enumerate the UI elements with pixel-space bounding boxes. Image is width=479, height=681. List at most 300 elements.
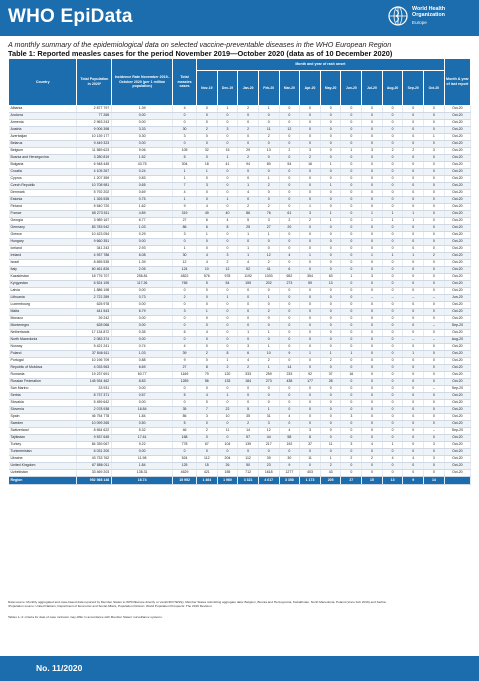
cell-month: 2 — [279, 218, 300, 225]
cell-incidence: 1.84 — [112, 414, 173, 421]
cell-country: Finland — [9, 204, 77, 211]
cell-month: 0 — [403, 162, 424, 169]
cell-month: 0 — [217, 239, 238, 246]
cell-month: 0 — [238, 288, 259, 295]
table-row — [9, 470, 471, 477]
cell-month: 0 — [300, 288, 321, 295]
cell-month: 0 — [424, 435, 445, 442]
header-last-report: Month & year of last report — [444, 59, 470, 106]
cell-month: 0 — [382, 316, 403, 323]
cell-population: 2 963 243 — [77, 120, 112, 127]
cell-month: 4 — [197, 330, 218, 337]
cell-month: 0 — [403, 379, 424, 386]
cell-month: 0 — [382, 267, 403, 274]
cell-month: 0 — [382, 141, 403, 148]
cell-month: 6 — [279, 267, 300, 274]
cell-population: 8 654 622 — [77, 428, 112, 435]
cell-population: 11 589 623 — [77, 148, 112, 155]
cell-month: 0 — [217, 449, 238, 456]
cell-country: Luxembourg — [9, 302, 77, 309]
cell-country: Norway — [9, 344, 77, 351]
who-region-name: Europe — [412, 20, 427, 25]
cell-incidence: 0.00 — [112, 141, 173, 148]
cell-month: 0 — [279, 330, 300, 337]
cell-month: 0 — [341, 400, 362, 407]
cell-month: 0 — [403, 239, 424, 246]
table-row — [9, 183, 471, 190]
cell-month: 0 — [362, 463, 383, 470]
cell-month: 2 — [362, 456, 383, 463]
cell-month: 0 — [238, 169, 259, 176]
cell-last-report: Oct-20 — [444, 113, 470, 120]
table-row — [9, 113, 471, 120]
table-title: Table 1: Reported measles cases for the period November 2019—October 2020 (data as of 10 December 2020) — [8, 49, 393, 58]
cell-total-cases: 4 — [173, 344, 197, 351]
cell-month: 0 — [197, 323, 218, 330]
cell-country: Tajikistan — [9, 435, 77, 442]
cell-incidence: 138.31 — [112, 470, 173, 477]
cell-month: 0 — [362, 316, 383, 323]
cell-month: 0 — [217, 246, 238, 253]
cell-country: San Marino — [9, 386, 77, 393]
cell-month: 1 464 — [197, 477, 218, 485]
cell-month: 0 — [362, 155, 383, 162]
cell-month: 0 — [341, 267, 362, 274]
table-row — [9, 400, 471, 407]
cell-month: 1 — [258, 232, 279, 239]
measles-cases-table — [8, 58, 471, 485]
cell-month: 0 — [341, 302, 362, 309]
cell-population: 10 099 265 — [77, 421, 112, 428]
cell-month: 0 — [403, 407, 424, 414]
table-row — [9, 225, 471, 232]
cell-month: 8 — [197, 365, 218, 372]
cell-month: 1618 — [258, 470, 279, 477]
cell-month: 0 — [341, 379, 362, 386]
cell-month: 0 — [341, 204, 362, 211]
cell-month: 0 — [424, 267, 445, 274]
cell-month: 25 — [238, 225, 259, 232]
cell-month: 421 — [197, 470, 218, 477]
cell-month: 0 — [217, 176, 238, 183]
cell-month: 0 — [362, 386, 383, 393]
cell-month: 0 — [382, 169, 403, 176]
cell-total-cases: 3 — [173, 309, 197, 316]
cell-month: 0 — [362, 407, 383, 414]
table-row — [9, 281, 471, 288]
cell-month: 1 — [217, 106, 238, 113]
cell-month: 3 — [197, 414, 218, 421]
cell-month: 0 — [382, 372, 403, 379]
cell-month: 0 — [320, 113, 341, 120]
table-row — [9, 295, 471, 302]
cell-last-report: Oct-20 — [444, 407, 470, 414]
cell-month: 1 — [362, 211, 383, 218]
table-row — [9, 323, 471, 330]
cell-month: 35 — [238, 414, 259, 421]
cell-month: 1 — [382, 253, 403, 260]
cell-month: 0 — [300, 365, 321, 372]
table-row — [9, 134, 471, 141]
cell-month: 4 — [279, 428, 300, 435]
cell-month: 0 — [403, 400, 424, 407]
cell-month: 3 — [197, 183, 218, 190]
cell-month: 3 358 — [279, 477, 300, 485]
cell-month: 0 — [341, 365, 362, 372]
cell-month: 0 — [382, 225, 403, 232]
table-row — [9, 330, 471, 337]
cell-month: 1 — [320, 456, 341, 463]
cell-month: 41 — [258, 267, 279, 274]
cell-total-cases: 3 — [173, 134, 197, 141]
cell-country: Kyrgyzstan — [9, 281, 77, 288]
table-row — [9, 365, 471, 372]
cell-month: 0 — [300, 330, 321, 337]
cell-month: 44 — [258, 435, 279, 442]
cell-month: 52 — [238, 267, 259, 274]
cell-month: 86 — [238, 211, 259, 218]
cell-month: 0 — [217, 204, 238, 211]
cell-month: 1 — [238, 253, 259, 260]
cell-last-report: Oct-20 — [444, 274, 470, 281]
cell-month: 1 — [258, 344, 279, 351]
cell-last-report: Oct-20 — [444, 120, 470, 127]
cell-total-cases: 1 — [173, 197, 197, 204]
cell-month: 0 — [362, 400, 383, 407]
cell-month: 0 — [197, 449, 218, 456]
cell-population: 33 469 203 — [77, 470, 112, 477]
cell-month: 0 — [382, 393, 403, 400]
cell-month: 0 — [341, 463, 362, 470]
cell-month: 0 — [320, 134, 341, 141]
who-logo — [387, 4, 473, 32]
cell-month: 67 — [197, 442, 218, 449]
cell-month: 0 — [424, 316, 445, 323]
cell-month: 27 — [341, 477, 362, 485]
cell-month: 59 — [300, 281, 321, 288]
cell-country: Greece — [9, 232, 77, 239]
cell-month: 0 — [217, 323, 238, 330]
cell-month: 1 — [258, 295, 279, 302]
publication-title: WHO EpiData — [8, 6, 133, 27]
cell-month: 5 — [238, 407, 259, 414]
cell-month: 0 — [197, 435, 218, 442]
header-month: Apr-20 — [300, 71, 321, 106]
cell-country: Kazakhstan — [9, 274, 77, 281]
cell-month: 0 — [362, 162, 383, 169]
cell-month: 32 — [197, 148, 218, 155]
cell-last-report: Oct-20 — [444, 449, 470, 456]
cell-month: 0 — [279, 239, 300, 246]
cell-total-cases: 0 — [173, 141, 197, 148]
cell-month: 0 — [197, 288, 218, 295]
cell-month: 2 — [258, 260, 279, 267]
cell-month: 0 — [403, 323, 424, 330]
cell-month: 0 — [300, 225, 321, 232]
header-month: May-20 — [320, 71, 341, 106]
cell-month: 0 — [217, 421, 238, 428]
cell-month: 0 — [320, 190, 341, 197]
table-row — [9, 106, 471, 113]
cell-month: 2 — [300, 218, 321, 225]
cell-total-cases: 105 — [173, 148, 197, 155]
cell-month: 16 — [300, 162, 321, 169]
cell-month: 0 — [300, 337, 321, 344]
cell-month: 1 — [341, 351, 362, 358]
cell-month: 58 — [279, 435, 300, 442]
cell-total-cases: 27 — [173, 365, 197, 372]
cell-month: 2 — [382, 148, 403, 155]
cell-month: 0 — [362, 414, 383, 421]
cell-month: 1 — [258, 330, 279, 337]
table-row — [9, 309, 471, 316]
who-emblem-icon — [387, 5, 409, 27]
cell-month: 576 — [197, 274, 218, 281]
cell-country: Belgium — [9, 148, 77, 155]
cell-month: 0 — [382, 470, 403, 477]
cell-incidence: 0.00 — [112, 400, 173, 407]
cell-month: 0 — [320, 400, 341, 407]
cell-month: 0 — [424, 379, 445, 386]
cell-month: – — [424, 323, 445, 330]
cell-month: 0 — [300, 176, 321, 183]
cell-population: 2 877 797 — [77, 106, 112, 113]
cell-month: 0 — [341, 344, 362, 351]
cell-month: 0 — [424, 407, 445, 414]
cell-month: 4 — [197, 260, 218, 267]
cell-month: 0 — [217, 337, 238, 344]
header-total-cases: Total measles cases — [173, 59, 197, 106]
cell-country: Belarus — [9, 141, 77, 148]
header-month: Feb-20 — [258, 71, 279, 106]
cell-month: 0 — [403, 372, 424, 379]
cell-population: 83 783 942 — [77, 225, 112, 232]
cell-month: 13 — [258, 148, 279, 155]
cell-month: 2 — [258, 134, 279, 141]
cell-month: 26 — [217, 463, 238, 470]
cell-month: 5 — [238, 218, 259, 225]
cell-incidence: 1.39 — [112, 106, 173, 113]
cell-month: 0 — [382, 274, 403, 281]
cell-month: 0 — [300, 267, 321, 274]
cell-month: 0 — [197, 190, 218, 197]
cell-month: 3 — [424, 456, 445, 463]
cell-population: 3 280 819 — [77, 155, 112, 162]
cell-month: 0 — [238, 176, 259, 183]
cell-last-report: Oct-20 — [444, 106, 470, 113]
cell-month: 0 — [320, 155, 341, 162]
cell-month: 0 — [382, 330, 403, 337]
cell-month: 204 — [217, 456, 238, 463]
cell-month: 1 — [320, 351, 341, 358]
cell-month: 0 — [279, 232, 300, 239]
cell-total-cases: 125 — [173, 463, 197, 470]
cell-month: 0 — [341, 407, 362, 414]
cell-month: 76 — [258, 211, 279, 218]
cell-month: 0 — [424, 225, 445, 232]
header-country: Country — [9, 59, 77, 106]
cell-month: 0 — [362, 302, 383, 309]
cell-month: 0 — [424, 344, 445, 351]
cell-month: 0 — [238, 295, 259, 302]
cell-total-cases: 4 — [173, 106, 197, 113]
table-row — [9, 211, 471, 218]
cell-last-report: Aug-20 — [444, 337, 470, 344]
cell-population: 39 242 — [77, 316, 112, 323]
cell-last-report: Oct-20 — [444, 190, 470, 197]
cell-month: 0 — [382, 414, 403, 421]
cell-month: 112 — [238, 456, 259, 463]
cell-month: 1 — [258, 365, 279, 372]
cell-population: 17 134 872 — [77, 330, 112, 337]
cell-month: 0 — [403, 414, 424, 421]
cell-total-cases: 6 — [173, 330, 197, 337]
cell-month: 0 — [403, 190, 424, 197]
cell-month: 2 — [258, 358, 279, 365]
cell-last-report: Oct-20 — [444, 246, 470, 253]
cell-month: 0 — [217, 330, 238, 337]
cell-month: 0 — [362, 239, 383, 246]
cell-month: 0 — [341, 239, 362, 246]
cell-month: 0 — [258, 239, 279, 246]
cell-total-cases: 86 — [173, 414, 197, 421]
cell-total-cases: 35 — [173, 407, 197, 414]
cell-country: Iceland — [9, 246, 77, 253]
cell-month: 9 — [279, 463, 300, 470]
cell-population: 2 083 374 — [77, 337, 112, 344]
cell-last-report: Oct-20 — [444, 365, 470, 372]
cell-month: 2 — [403, 148, 424, 155]
cell-month: 0 — [341, 393, 362, 400]
cell-incidence: 6.08 — [112, 253, 173, 260]
cell-month: 1 — [341, 274, 362, 281]
cell-month: 0 — [362, 288, 383, 295]
cell-last-report: Sep-20 — [444, 386, 470, 393]
table-row — [9, 246, 471, 253]
cell-month: 0 — [279, 204, 300, 211]
cell-month: 37 — [320, 372, 341, 379]
cell-last-report: Oct-20 — [444, 239, 470, 246]
cell-month: 2 — [238, 421, 259, 428]
cell-incidence: 0.74 — [112, 344, 173, 351]
cell-month: 0 — [382, 134, 403, 141]
table-row — [9, 456, 471, 463]
cell-month: 2 — [238, 155, 259, 162]
cell-month: 0 — [300, 323, 321, 330]
cell-country: Azerbaijan — [9, 134, 77, 141]
table-row — [9, 148, 471, 155]
cell-month: 0 — [300, 134, 321, 141]
cell-month: 0 — [300, 358, 321, 365]
cell-month: 0 — [258, 197, 279, 204]
cell-total-cases: 5 — [173, 155, 197, 162]
cell-month: 0 — [424, 260, 445, 267]
table-row — [9, 414, 471, 421]
cell-month: 0 — [197, 316, 218, 323]
header-population: Total Population in 2020¹ — [77, 59, 112, 106]
header-banner — [0, 0, 479, 36]
cell-incidence: 0.00 — [112, 113, 173, 120]
cell-total-cases: 39 — [173, 351, 197, 358]
table-body — [9, 106, 471, 485]
cell-month: 0 — [403, 470, 424, 477]
cell-month: 0 — [424, 120, 445, 127]
cell-country: Uzbekistan — [9, 470, 77, 477]
cell-month: 1 — [238, 246, 259, 253]
cell-month: 0 — [341, 337, 362, 344]
cell-last-report: Oct-20 — [444, 470, 470, 477]
cell-month: 0 — [300, 414, 321, 421]
cell-month: 0 — [258, 120, 279, 127]
cell-month: 0 — [403, 442, 424, 449]
cell-month: 0 — [362, 470, 383, 477]
cell-month: 0 — [197, 386, 218, 393]
cell-month: 1 — [403, 253, 424, 260]
cell-month: 2 — [238, 127, 259, 134]
cell-month: 0 — [238, 309, 259, 316]
cell-month: 1 — [258, 176, 279, 183]
cell-month: 1 — [197, 309, 218, 316]
cell-total-cases: 765 — [173, 281, 197, 288]
cell-month: 0 — [382, 106, 403, 113]
cell-last-report: Oct-20 — [444, 204, 470, 211]
cell-total-cases: 4629 — [173, 470, 197, 477]
cell-month: 333 — [238, 372, 259, 379]
cell-month: 0 — [197, 246, 218, 253]
cell-month: 2 — [258, 183, 279, 190]
cell-month: 2 — [300, 155, 321, 162]
cell-country: Serbia — [9, 393, 77, 400]
cell-month: 0 — [279, 141, 300, 148]
cell-month: 0 — [258, 246, 279, 253]
cell-month: 0 — [403, 449, 424, 456]
cell-month: 0 — [424, 218, 445, 225]
cell-month: 0 — [403, 386, 424, 393]
cell-month: 12 — [217, 267, 238, 274]
cell-month: 0 — [403, 225, 424, 232]
cell-month: 652 — [279, 274, 300, 281]
cell-population: 6 948 445 — [77, 162, 112, 169]
cell-month: 0 — [362, 113, 383, 120]
cell-month: 0 — [403, 393, 424, 400]
cell-month: 12 — [279, 127, 300, 134]
cell-population: 65 273 511 — [77, 211, 112, 218]
footnote-criteria: Tables 1–4: criteria for date of case inclusion may differ in accordance with Member States' surveillance systems. — [8, 615, 163, 619]
who-org-name — [412, 6, 445, 18]
table-row — [9, 232, 471, 239]
cell-month: 0 — [341, 127, 362, 134]
cell-month: 0 — [300, 190, 321, 197]
cell-month: 1277 — [279, 470, 300, 477]
cell-month: 0 — [341, 260, 362, 267]
cell-month: 15 — [217, 148, 238, 155]
cell-country: North Macedonia — [9, 337, 77, 344]
cell-month: 0 — [279, 113, 300, 120]
cell-total-cases: 0 — [173, 239, 197, 246]
cell-month: 1 — [320, 211, 341, 218]
cell-last-report: Oct-20 — [444, 421, 470, 428]
header-month: Nov-19 — [197, 71, 218, 106]
cell-month: 0 — [279, 120, 300, 127]
cell-month: 8 — [300, 435, 321, 442]
cell-month: 4 — [197, 253, 218, 260]
region-total-row — [9, 477, 471, 485]
cell-month: 0 — [362, 330, 383, 337]
cell-incidence: 0.00 — [112, 288, 173, 295]
cell-month: 2 — [279, 148, 300, 155]
cell-month: 0 — [258, 449, 279, 456]
cell-population: 145 934 462 — [77, 379, 112, 386]
